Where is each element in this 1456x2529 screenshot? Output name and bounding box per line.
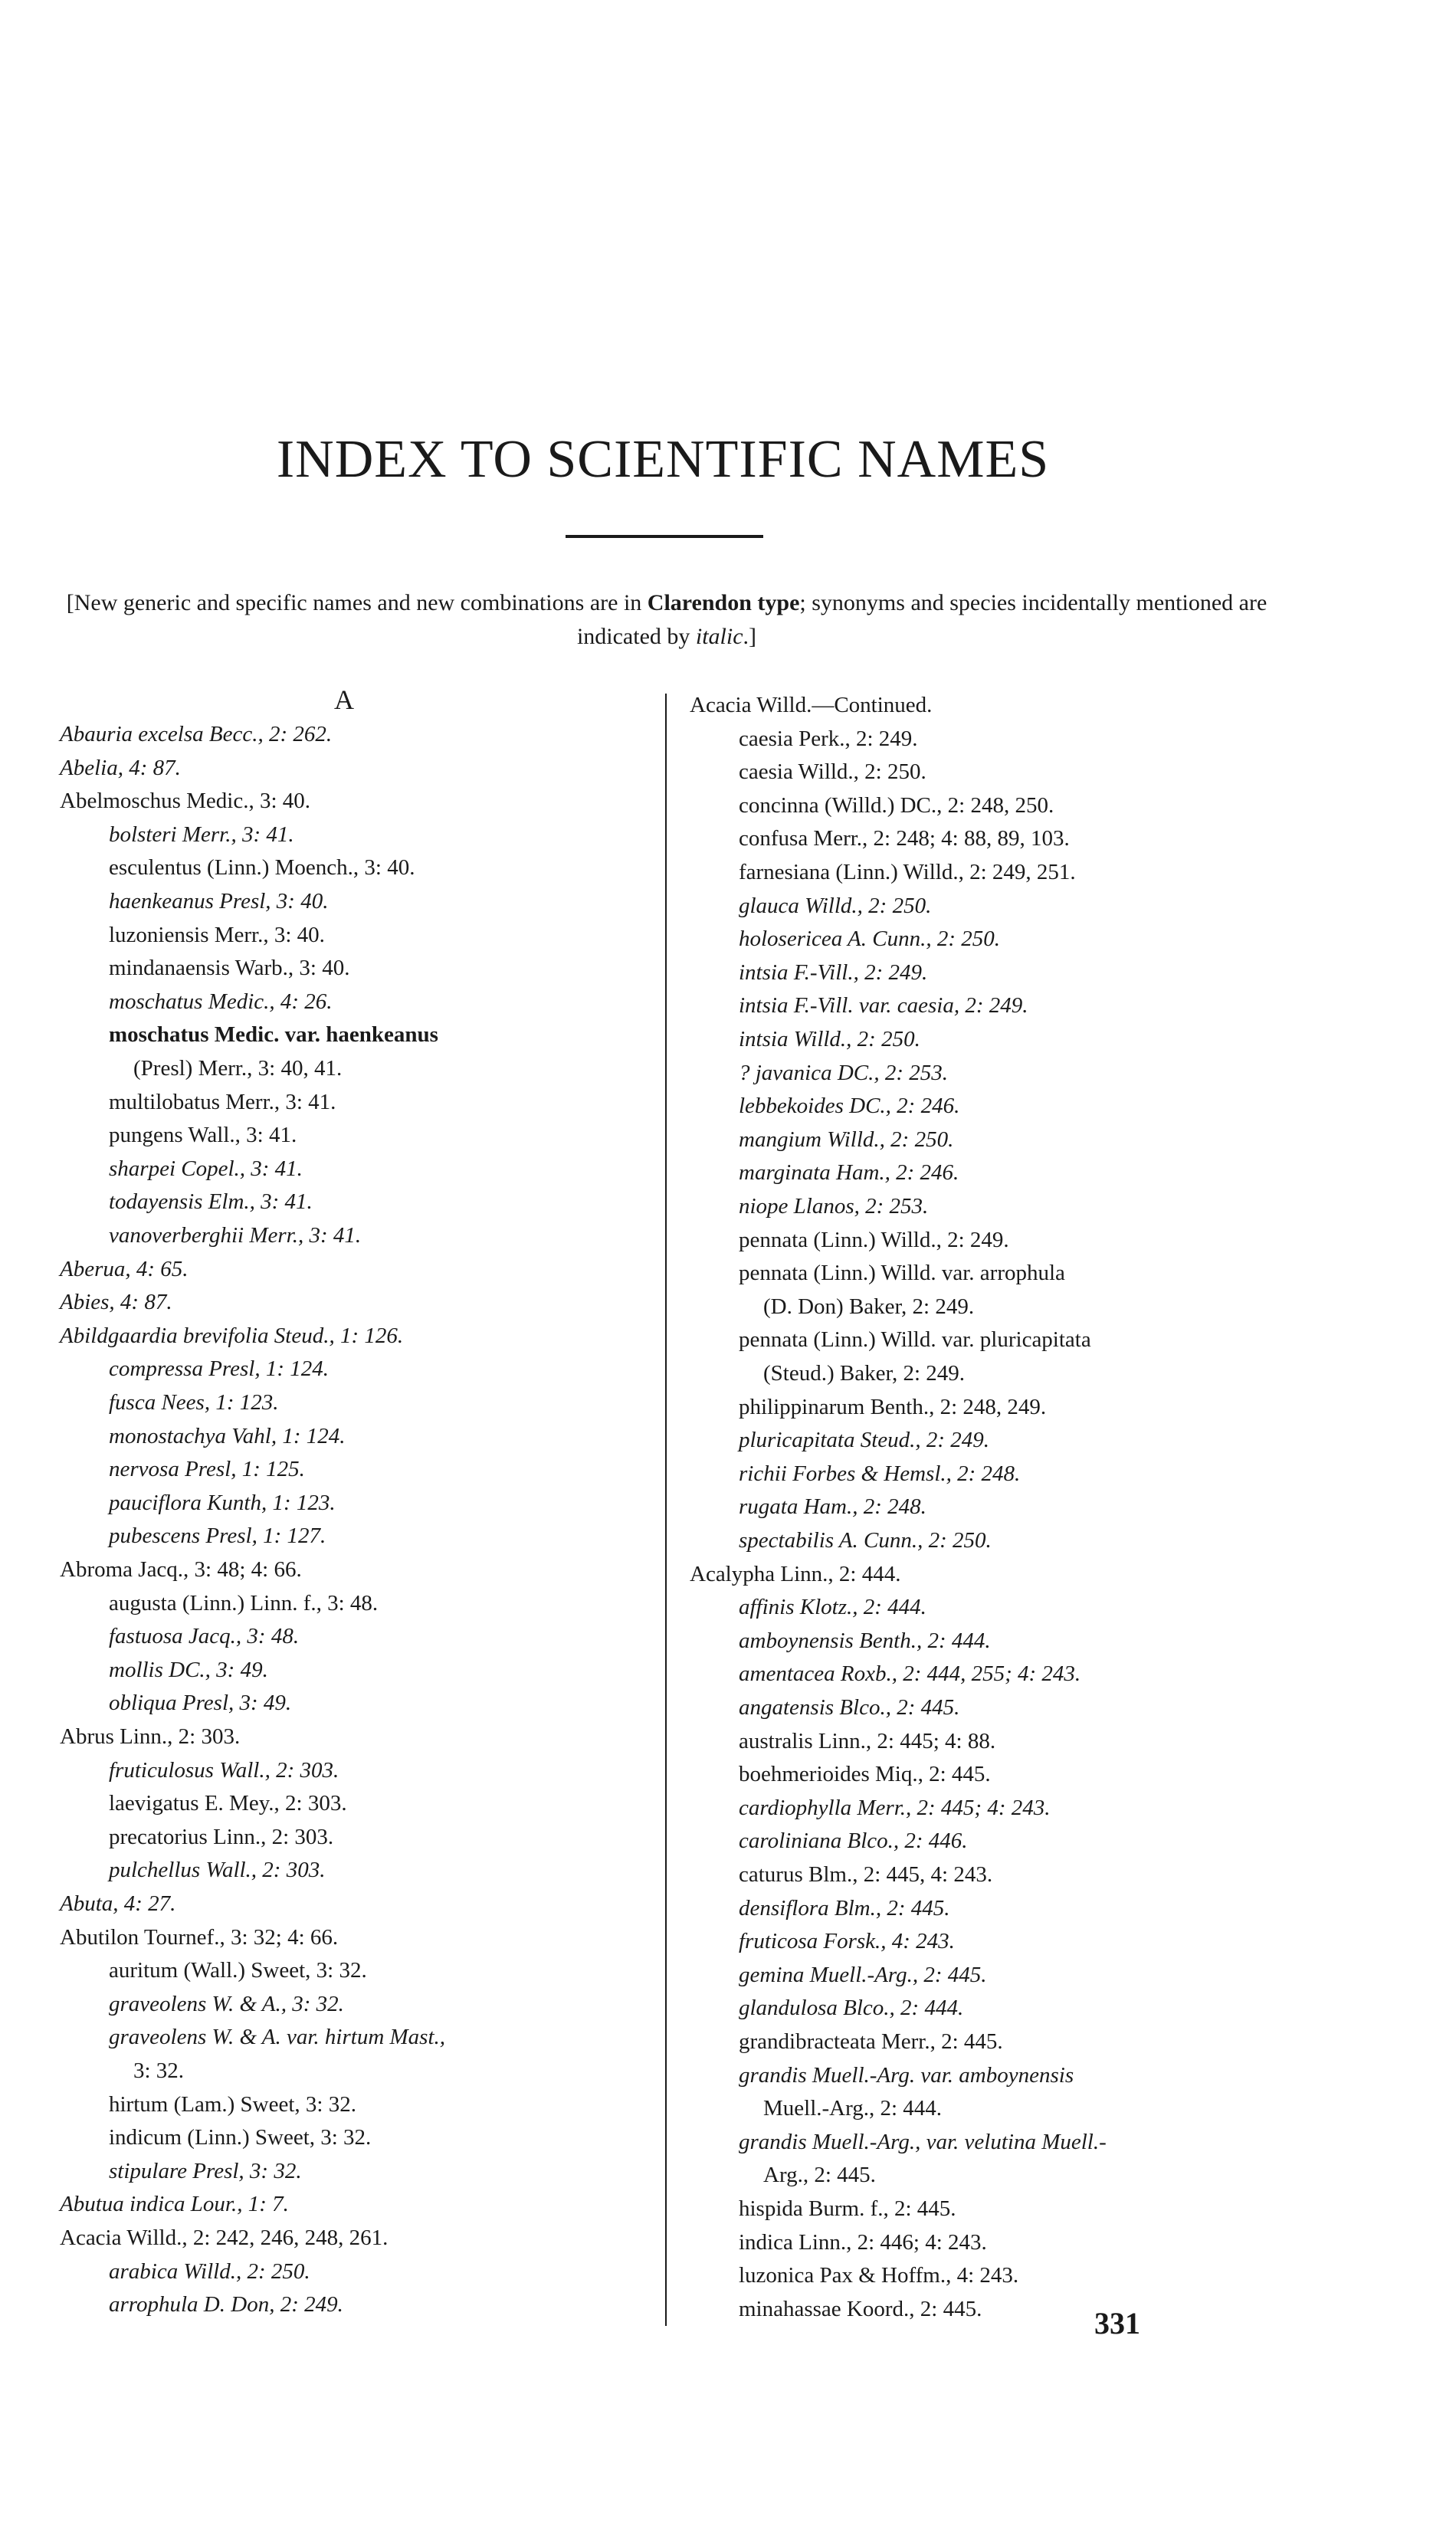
index-entry: intsia F.-Vill., 2: 249. (739, 959, 928, 985)
page-number: 331 (1094, 2306, 1140, 2340)
index-entry: caesia Perk., 2: 249. (739, 726, 918, 751)
index-entry: pluricapitata Steud., 2: 249. (739, 1428, 990, 1453)
index-entry: pungens Wall., 3: 41. (109, 1123, 297, 1148)
index-entry: Abroma Jacq., 3: 48; 4: 66. (60, 1557, 302, 1582)
note-clarendon: Clarendon type (647, 590, 800, 615)
note-italic: italic (695, 624, 743, 649)
index-entry: pauciflora Kunth, 1: 123. (109, 1490, 336, 1515)
index-entry: Abauria excelsa Becc., 2: 262. (60, 722, 333, 746)
index-entry: affinis Klotz., 2: 444. (739, 1595, 926, 1620)
index-entry: gemina Muell.-Arg., 2: 445. (739, 1962, 987, 1987)
index-entry: pennata (Linn.) Willd. var. arrophula (739, 1261, 1065, 1286)
page-title: INDEX TO SCIENTIFIC NAMES (276, 430, 1050, 489)
note-part-1: [New generic and specific names and new combinations are in (66, 590, 648, 615)
index-entry: arrophula D. Don, 2: 249. (109, 2292, 343, 2317)
index-entry: fastuosa Jacq., 3: 48. (109, 1624, 300, 1649)
index-entry: indica Linn., 2: 446; 4: 243. (739, 2229, 987, 2255)
index-entry: pennata (Linn.) Willd. var. pluricapitata (739, 1327, 1091, 1353)
index-entry: luzonica Pax & Hoffm., 4: 243. (739, 2263, 1019, 2288)
index-entry: stipulare Presl, 3: 32. (109, 2158, 302, 2183)
index-entry: Acalypha Linn., 2: 444. (690, 1561, 901, 1586)
index-entry: augusta (Linn.) Linn. f., 3: 48. (109, 1590, 379, 1615)
index-entry: moschatus Medic. var. haenkeanus (109, 1022, 438, 1048)
index-entry: indicum (Linn.) Sweet, 3: 32. (109, 2125, 372, 2150)
index-entry: graveolens W. & A., 3: 32. (109, 1991, 344, 2016)
index-entry: pennata (Linn.) Willd., 2: 249. (739, 1227, 1009, 1252)
index-entry: mindanaensis Warb., 3: 40. (109, 956, 350, 981)
section-letter: A (334, 684, 354, 715)
index-entry: Acacia Willd., 2: 242, 246, 248, 261. (60, 2226, 389, 2250)
index-entry: grandis Muell.-Arg. var. amboynensis (739, 2062, 1074, 2088)
index-entry: multilobatus Merr., 3: 41. (109, 1089, 336, 1114)
index-entry: intsia F.-Vill. var. caesia, 2: 249. (739, 993, 1028, 1018)
index-entry: laevigatus E. Mey., 2: 303. (109, 1791, 347, 1816)
index-entry: bolsteri Merr., 3: 41. (109, 822, 294, 847)
index-entry: densiflora Blm., 2: 445. (739, 1895, 950, 1921)
index-entry: Acacia Willd.—Continued. (690, 693, 933, 717)
index-entry: fruticulosus Wall., 2: 303. (109, 1757, 339, 1783)
index-entry: vanoverberghii Merr., 3: 41. (109, 1223, 362, 1248)
index-entry: moschatus Medic., 4: 26. (109, 989, 333, 1014)
index-entry: minahassae Koord., 2: 445. (739, 2296, 982, 2321)
index-entry: obliqua Presl, 3: 49. (109, 1691, 292, 1716)
index-entry: haenkeanus Presl, 3: 40. (109, 889, 329, 914)
index-entry: (Steud.) Baker, 2: 249. (763, 1361, 966, 1386)
index-entry: Aberua, 4: 65. (60, 1256, 189, 1281)
index-entry: Arg., 2: 445. (763, 2163, 876, 2188)
index-entry: marginata Ham., 2: 246. (739, 1160, 959, 1186)
index-entry: philippinarum Benth., 2: 248, 249. (739, 1394, 1047, 1419)
note-part-3: .] (743, 624, 757, 649)
index-entry: mangium Willd., 2: 250. (739, 1127, 954, 1152)
index-entry: fruticosa Forsk., 4: 243. (739, 1929, 955, 1954)
index-entry: spectabilis A. Cunn., 2: 250. (739, 1528, 992, 1553)
index-entry: Abildgaardia brevifolia Steud., 1: 126. (60, 1323, 404, 1348)
index-entry: caturus Blm., 2: 445, 4: 243. (739, 1862, 993, 1887)
index-entry: sharpei Copel., 3: 41. (109, 1156, 303, 1181)
index-entry: arabica Willd., 2: 250. (109, 2258, 310, 2284)
index-entry: holosericea A. Cunn., 2: 250. (739, 927, 1000, 952)
index-entry: glauca Willd., 2: 250. (739, 893, 932, 918)
index-entry: boehmerioides Miq., 2: 445. (739, 1762, 991, 1787)
index-entry: (Presl) Merr., 3: 40, 41. (133, 1056, 343, 1081)
index-entry: graveolens W. & A. var. hirtum Mast., (109, 2025, 446, 2050)
index-entry: precatorius Linn., 2: 303. (109, 1824, 334, 1849)
editorial-note (61, 586, 1272, 654)
index-entry: caesia Willd., 2: 250. (739, 759, 926, 785)
index-entry: Abutua indica Lour., 1: 7. (60, 2192, 289, 2217)
index-entry: monostachya Vahl, 1: 124. (109, 1423, 346, 1448)
index-entry: farnesiana (Linn.) Willd., 2: 249, 251. (739, 860, 1076, 884)
index-entry: richii Forbes & Hemsl., 2: 248. (739, 1461, 1021, 1486)
index-entry: grandibracteata Merr., 2: 445. (739, 2029, 1003, 2054)
index-entry: amentacea Roxb., 2: 444, 255; 4: 243. (739, 1661, 1081, 1687)
index-entry: australis Linn., 2: 445; 4: 88. (739, 1728, 996, 1753)
index-entry: niope Llanos, 2: 253. (739, 1194, 929, 1219)
index-entry: hirtum (Lam.) Sweet, 3: 32. (109, 2091, 356, 2117)
index-entry: Abelmoschus Medic., 3: 40. (60, 789, 311, 814)
index-entry: angatensis Blco., 2: 445. (739, 1695, 960, 1720)
index-entry: hispida Burm. f., 2: 445. (739, 2196, 956, 2221)
index-entry: rugata Ham., 2: 248. (739, 1494, 926, 1520)
index-entry: pubescens Presl, 1: 127. (109, 1524, 326, 1549)
index-entry: glandulosa Blco., 2: 444. (739, 1996, 964, 2021)
index-entry: confusa Merr., 2: 248; 4: 88, 89, 103. (739, 826, 1070, 851)
index-entry: (D. Don) Baker, 2: 249. (763, 1294, 975, 1319)
index-entry: Abrus Linn., 2: 303. (60, 1724, 241, 1749)
index-entry: Abelia, 4: 87. (60, 755, 181, 780)
index-entry: intsia Willd., 2: 250. (739, 1027, 920, 1051)
index-entry: auritum (Wall.) Sweet, 3: 32. (109, 1958, 367, 1983)
index-entry: 3: 32. (133, 2058, 185, 2083)
index-entry: ? javanica DC., 2: 253. (739, 1060, 949, 1085)
index-entry: fusca Nees, 1: 123. (109, 1390, 279, 1415)
index-entry: lebbekoides DC., 2: 246. (739, 1094, 960, 1119)
index-entry: pulchellus Wall., 2: 303. (109, 1858, 326, 1883)
index-entry: compressa Presl, 1: 124. (109, 1356, 330, 1382)
index-entry: concinna (Willd.) DC., 2: 248, 250. (739, 792, 1054, 818)
index-entry: esculentus (Linn.) Moench., 3: 40. (109, 855, 415, 881)
index-entry: Abuta, 4: 27. (60, 1891, 176, 1916)
index-entry: luzoniensis Merr., 3: 40. (109, 922, 325, 947)
index-entry: cardiophylla Merr., 2: 445; 4: 243. (739, 1795, 1051, 1820)
note-part-2: ; synonyms and species incidentally mentioned are indicated by (576, 590, 1267, 649)
index-entry: Abutilon Tournef., 3: 32; 4: 66. (60, 1924, 339, 1950)
index-entry: todayensis Elm., 3: 41. (109, 1189, 313, 1215)
index-entry: grandis Muell.-Arg., var. velutina Muell.- (739, 2129, 1107, 2154)
index-entry: amboynensis Benth., 2: 444. (739, 1628, 991, 1653)
index-entry: mollis DC., 3: 49. (109, 1657, 268, 1682)
index-entry: Muell.-Arg., 2: 444. (763, 2096, 943, 2121)
index-entry: nervosa Presl, 1: 125. (109, 1457, 305, 1482)
column-divider (665, 694, 667, 2326)
index-entry: Abies, 4: 87. (60, 1290, 172, 1315)
index-entry: caroliniana Blco., 2: 446. (739, 1829, 968, 1854)
title-rule (566, 535, 763, 538)
